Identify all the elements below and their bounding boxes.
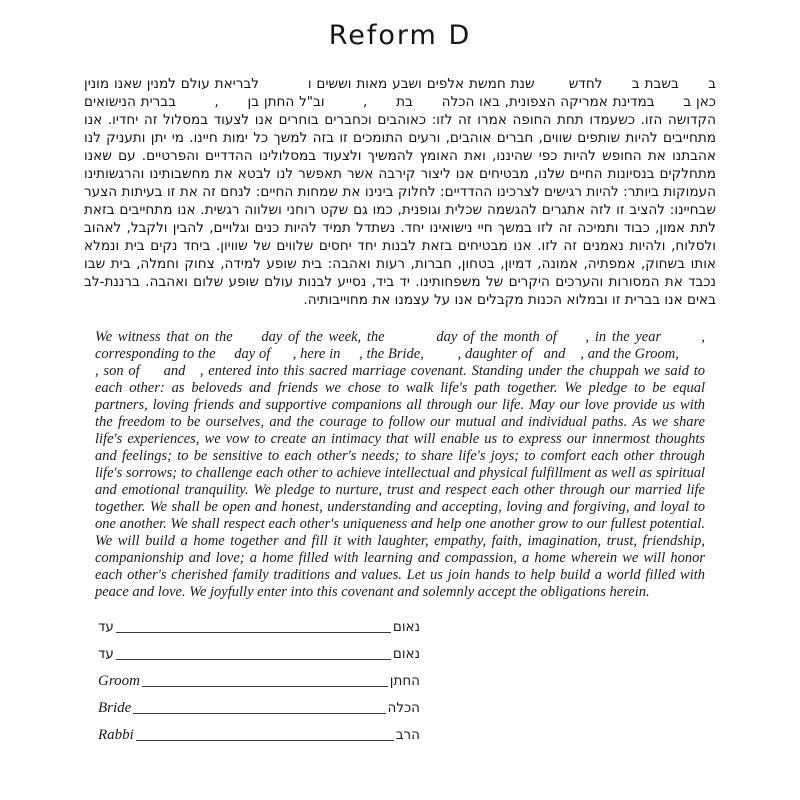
bride-right-label: הכלה — [387, 700, 420, 717]
rabbi-right-label: הרב — [395, 727, 420, 744]
groom-right-label: החתן — [389, 673, 420, 690]
groom-signature-line — [142, 685, 388, 687]
witness-2-signature-line — [116, 658, 391, 660]
english-covenant-text: We witness that on the day of the week, the day of the month of , in the year , corresponding to the day of , here in , the Bride, , daughter of and , and the Groom, , son of and , entered into this sacred marriage covenant. Standing under the chuppah we said to each other: as beloveds and friends we chose to walk life's path together. We pledge to be equal partners, loving friends and supportive companions all through our life. May our love provide us with the freedom to be ourselves, and the courage to follow our mutual and individual paths. As we share life's experiences, we vow to create an intimacy that will enable us to express our innermost thoughts and feelings; to be sensitive to each other's needs; to share life's joys; to comfort each other through life's sorrows; to challenge each other to achieve intellectual and physical fulfillment as well as spiritual and emotional tranquility. We pledge to nurture, trust and respect each other through our married life together. We shall be open and honest, understanding and accepting, loving and forgiving, and loyal to one another. We shall respect each other's uniqueness and help one another grow to our fullest potential. We will build a home together and fill it with laughter, empathy, faith, imagination, trust, friendship, companionship and love; a home filled with learning and compassion, a home wherein we will honor each other's cherished family traditions and values. Let us join hands to help build a world filled with peace and love. We joyfully enter into this covenant and solemnly accept the obligations herein. — [95, 329, 705, 601]
witness-2-left-label: עד — [98, 646, 114, 663]
groom-left-label: Groom — [98, 673, 140, 690]
signature-row-witness-1 — [98, 617, 420, 635]
witness-1-signature-line — [116, 631, 391, 633]
signature-row-groom — [98, 671, 420, 689]
witness-1-left-label: עד — [98, 619, 114, 636]
witness-2-right-label: נאום — [392, 646, 420, 663]
page-title: Reform D — [328, 20, 472, 51]
bride-left-label: Bride — [98, 700, 132, 717]
rabbi-signature-line — [136, 739, 394, 741]
signature-row-rabbi — [98, 725, 420, 743]
witness-1-right-label: נאום — [392, 619, 420, 636]
signature-row-witness-2 — [98, 644, 420, 662]
rabbi-left-label: Rabbi — [98, 727, 134, 744]
signature-row-bride — [98, 698, 420, 716]
bride-signature-line — [133, 712, 385, 714]
signature-block — [98, 617, 420, 743]
hebrew-covenant-text: ב בשבת ב לחדש שנת חמשת אלפים ושבע מאות וששים ו לבריאת עולם למנין שאנו מונין כאן ב במדינת אמריקה הצפונית, באו הכלה בת , וב"ל החתן בן , בברית הנישואים הקדושה הזו. כשעמדו תחת החופה אמרו זה לזו: כאוהבים וכחברים בוחרים אנו לצעוד במסלול זה יחדיו. אנו מתחייבים להיות שותפים שווים, חברים אוהבים, ורעים התומכים זו בזה למשך כל ימות חיינו. מי יתן ותעניק לנו אהבתנו את החופש להיות כפי שהיננו, ואת האומץ להמשיך ולצעוד במסלולינו ההדדיים והפרטיים. עם שאנו מתחלקים בנסיונות החיים שלנו, מבטיחים אנו ליצור קירבה אשר תאפשר לנו לבטא את מחשבותינו והרגשותינו העמוקות ביותר: להיות רגישים לצרכינו ההדדיים: לחלוק בינינו את שמחות החיים: לנחם זה את זו בעיתות הצער שבחיינו: להציב זו לזה אתגרים להגשמה שכלית וגופנית, כמו גם שקט רוחני ושלווה רגשית. אנו מתחייבים בזאת לתת אמון, כבוד ותמיכה זה לזו במשך חיי נישואינו יחד. נשתדל תמיד להיות כנים וגלויים, להבין ולקבל, לאהוב ולסלוח, ולהיות נאמנים זה לזו. אנו מבטיחים בזאת לבנות יחד יחסים שלווים של שוויון. ביחד נקים בית ונמלא אותו בשחוק, אמפתיה, אמונה, דמיון, בטחון, חברות, רעות ואהבה: בית שופע למידה, צחוק וחמלה, בית שבו נכבד את המסורות והערכים היקרים של משפחותינו. יד ביד, נסייע לבנות עולם שופע שלום ואהבה. ברננת-לב באים אנו בברית זו ובמלוא הכנות מקבלים אנו על עצמנו את מחוייבותיה. — [84, 76, 716, 309]
